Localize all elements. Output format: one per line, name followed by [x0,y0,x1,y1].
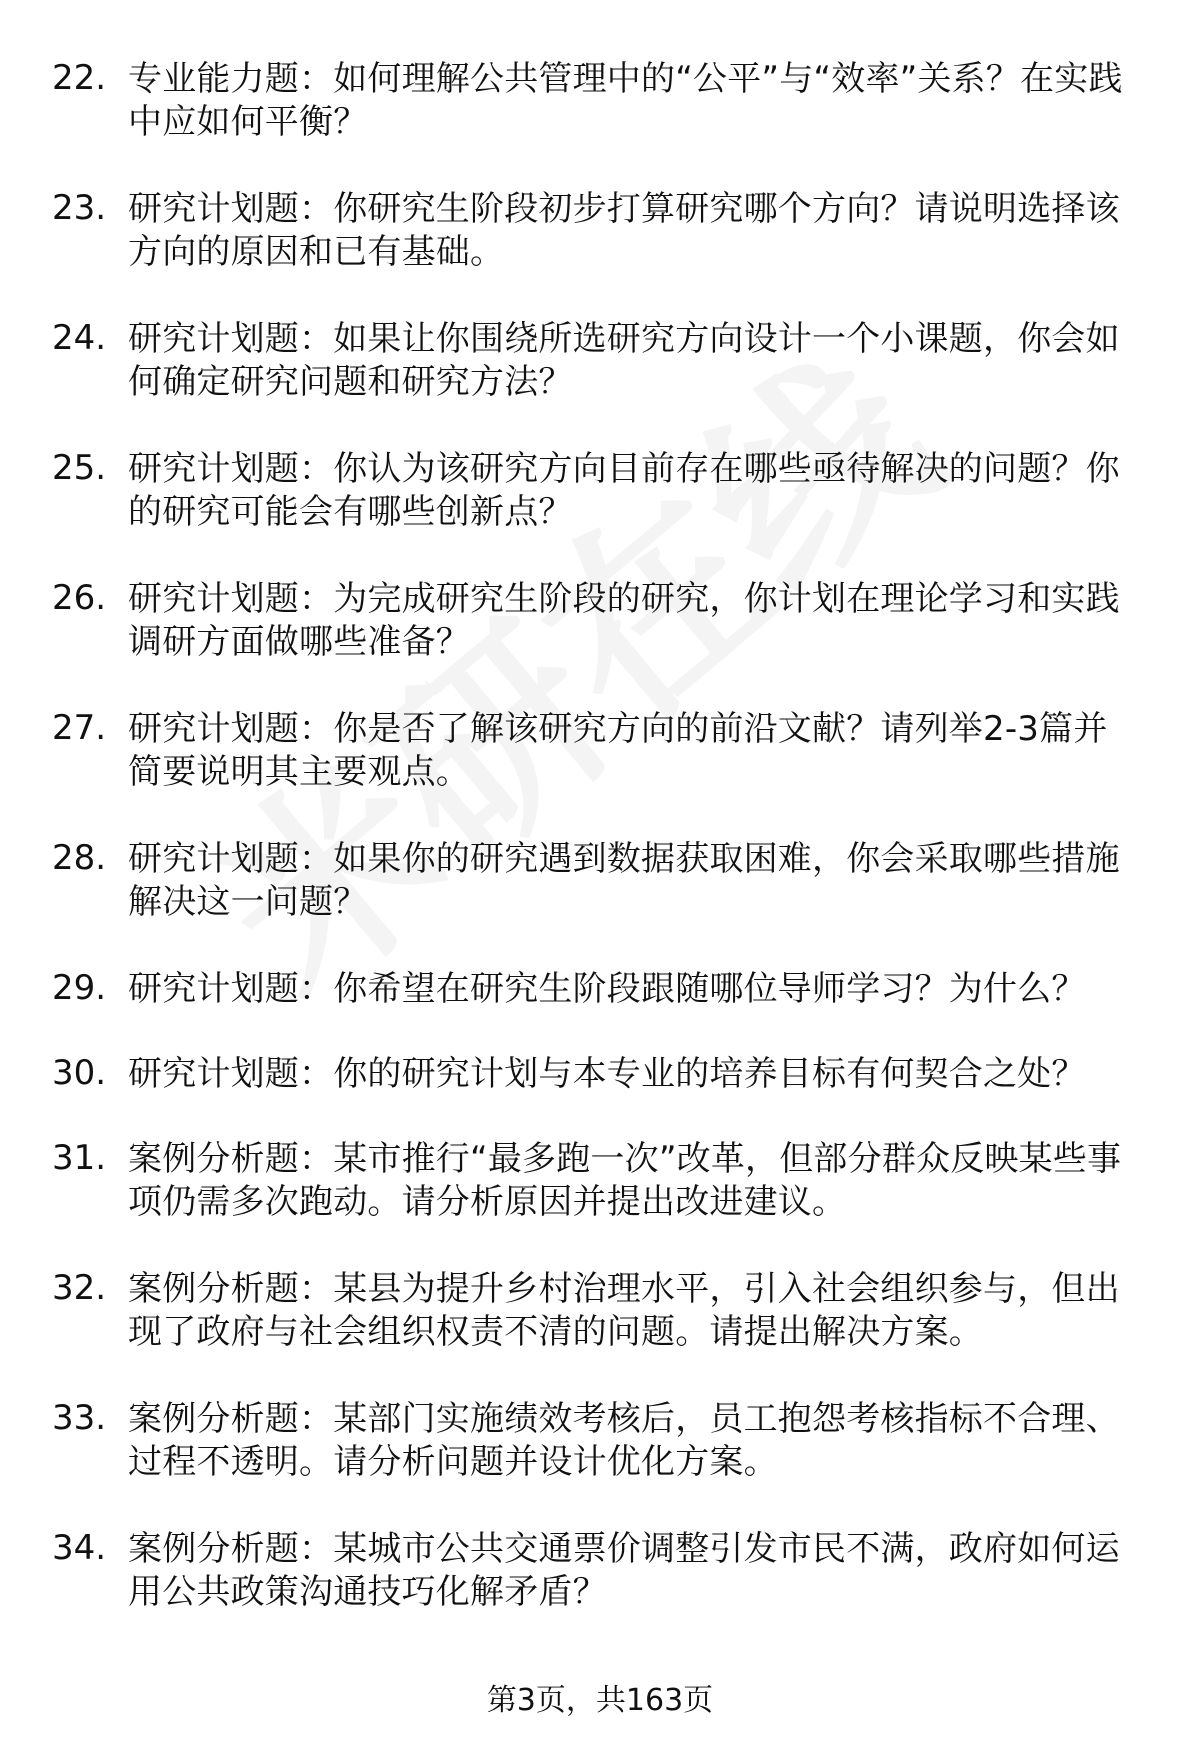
page-number: 第3页，共163页 [486,1683,714,1718]
question-list [0,58,1200,1658]
list-item [0,1398,1200,1528]
question-text: 研究计划题：你是否了解该研究方向的前沿文献？请列举2-3篇并简要说明其主要观点。 [128,709,1108,792]
question-text: 案例分析题：某县为提升乡村治理水平，引入社会组织参与，但出现了政府与社会组织权责不清的问题。请提出解决方案。 [128,1269,1120,1352]
question-number: 32. [52,1268,107,1308]
question-text: 研究计划题：如果你的研究遇到数据获取困难，你会采取哪些措施解决这一问题？ [128,839,1120,922]
question-number: 27. [52,708,107,748]
question-number: 28. [52,838,107,878]
question-text: 案例分析题：某部门实施绩效考核后，员工抱怨考核指标不合理、过程不透明。请分析问题并设计优化方案。 [128,1399,1120,1482]
question-number: 23. [52,188,107,228]
list-item [0,838,1200,968]
question-number: 26. [52,578,107,618]
question-text: 研究计划题：你认为该研究方向目前存在哪些亟待解决的问题？你的研究可能会有哪些创新点？ [128,449,1120,532]
question-text: 研究计划题：你研究生阶段初步打算研究哪个方向？请说明选择该方向的原因和已有基础。 [128,189,1120,272]
question-text: 专业能力题：如何理解公共管理中的“公平”与“效率”关系？在实践中应如何平衡？ [128,59,1123,142]
question-text: 研究计划题：如果让你围绕所选研究方向设计一个小课题，你会如何确定研究问题和研究方法？ [128,319,1120,402]
question-number: 25. [52,448,107,488]
list-item [0,1528,1200,1658]
question-number: 34. [52,1528,107,1568]
question-number: 31. [52,1138,107,1178]
question-number: 30. [52,1053,107,1093]
list-item [0,448,1200,578]
question-text: 研究计划题：你希望在研究生阶段跟随哪位导师学习？为什么？ [128,969,1086,1009]
question-number: 24. [52,318,107,358]
question-text: 案例分析题：某市推行“最多跑一次”改革，但部分群众反映某些事项仍需多次跑动。请分析原因并提出改进建议。 [128,1139,1122,1222]
list-item [0,58,1200,188]
list-item [0,188,1200,318]
page-footer [0,1683,1200,1719]
question-text: 案例分析题：某城市公共交通票价调整引发市民不满，政府如何运用公共政策沟通技巧化解矛盾？ [128,1529,1120,1612]
list-item [0,1268,1200,1398]
list-item [0,708,1200,838]
question-text: 研究计划题：为完成研究生阶段的研究，你计划在理论学习和实践调研方面做哪些准备？ [128,579,1120,662]
list-item [0,578,1200,708]
question-number: 22. [52,58,107,98]
list-item [0,318,1200,448]
list-item [0,968,1200,1053]
question-text: 研究计划题：你的研究计划与本专业的培养目标有何契合之处？ [128,1054,1086,1094]
question-number: 33. [52,1398,107,1438]
question-number: 29. [52,968,107,1008]
list-item [0,1053,1200,1138]
list-item [0,1138,1200,1268]
